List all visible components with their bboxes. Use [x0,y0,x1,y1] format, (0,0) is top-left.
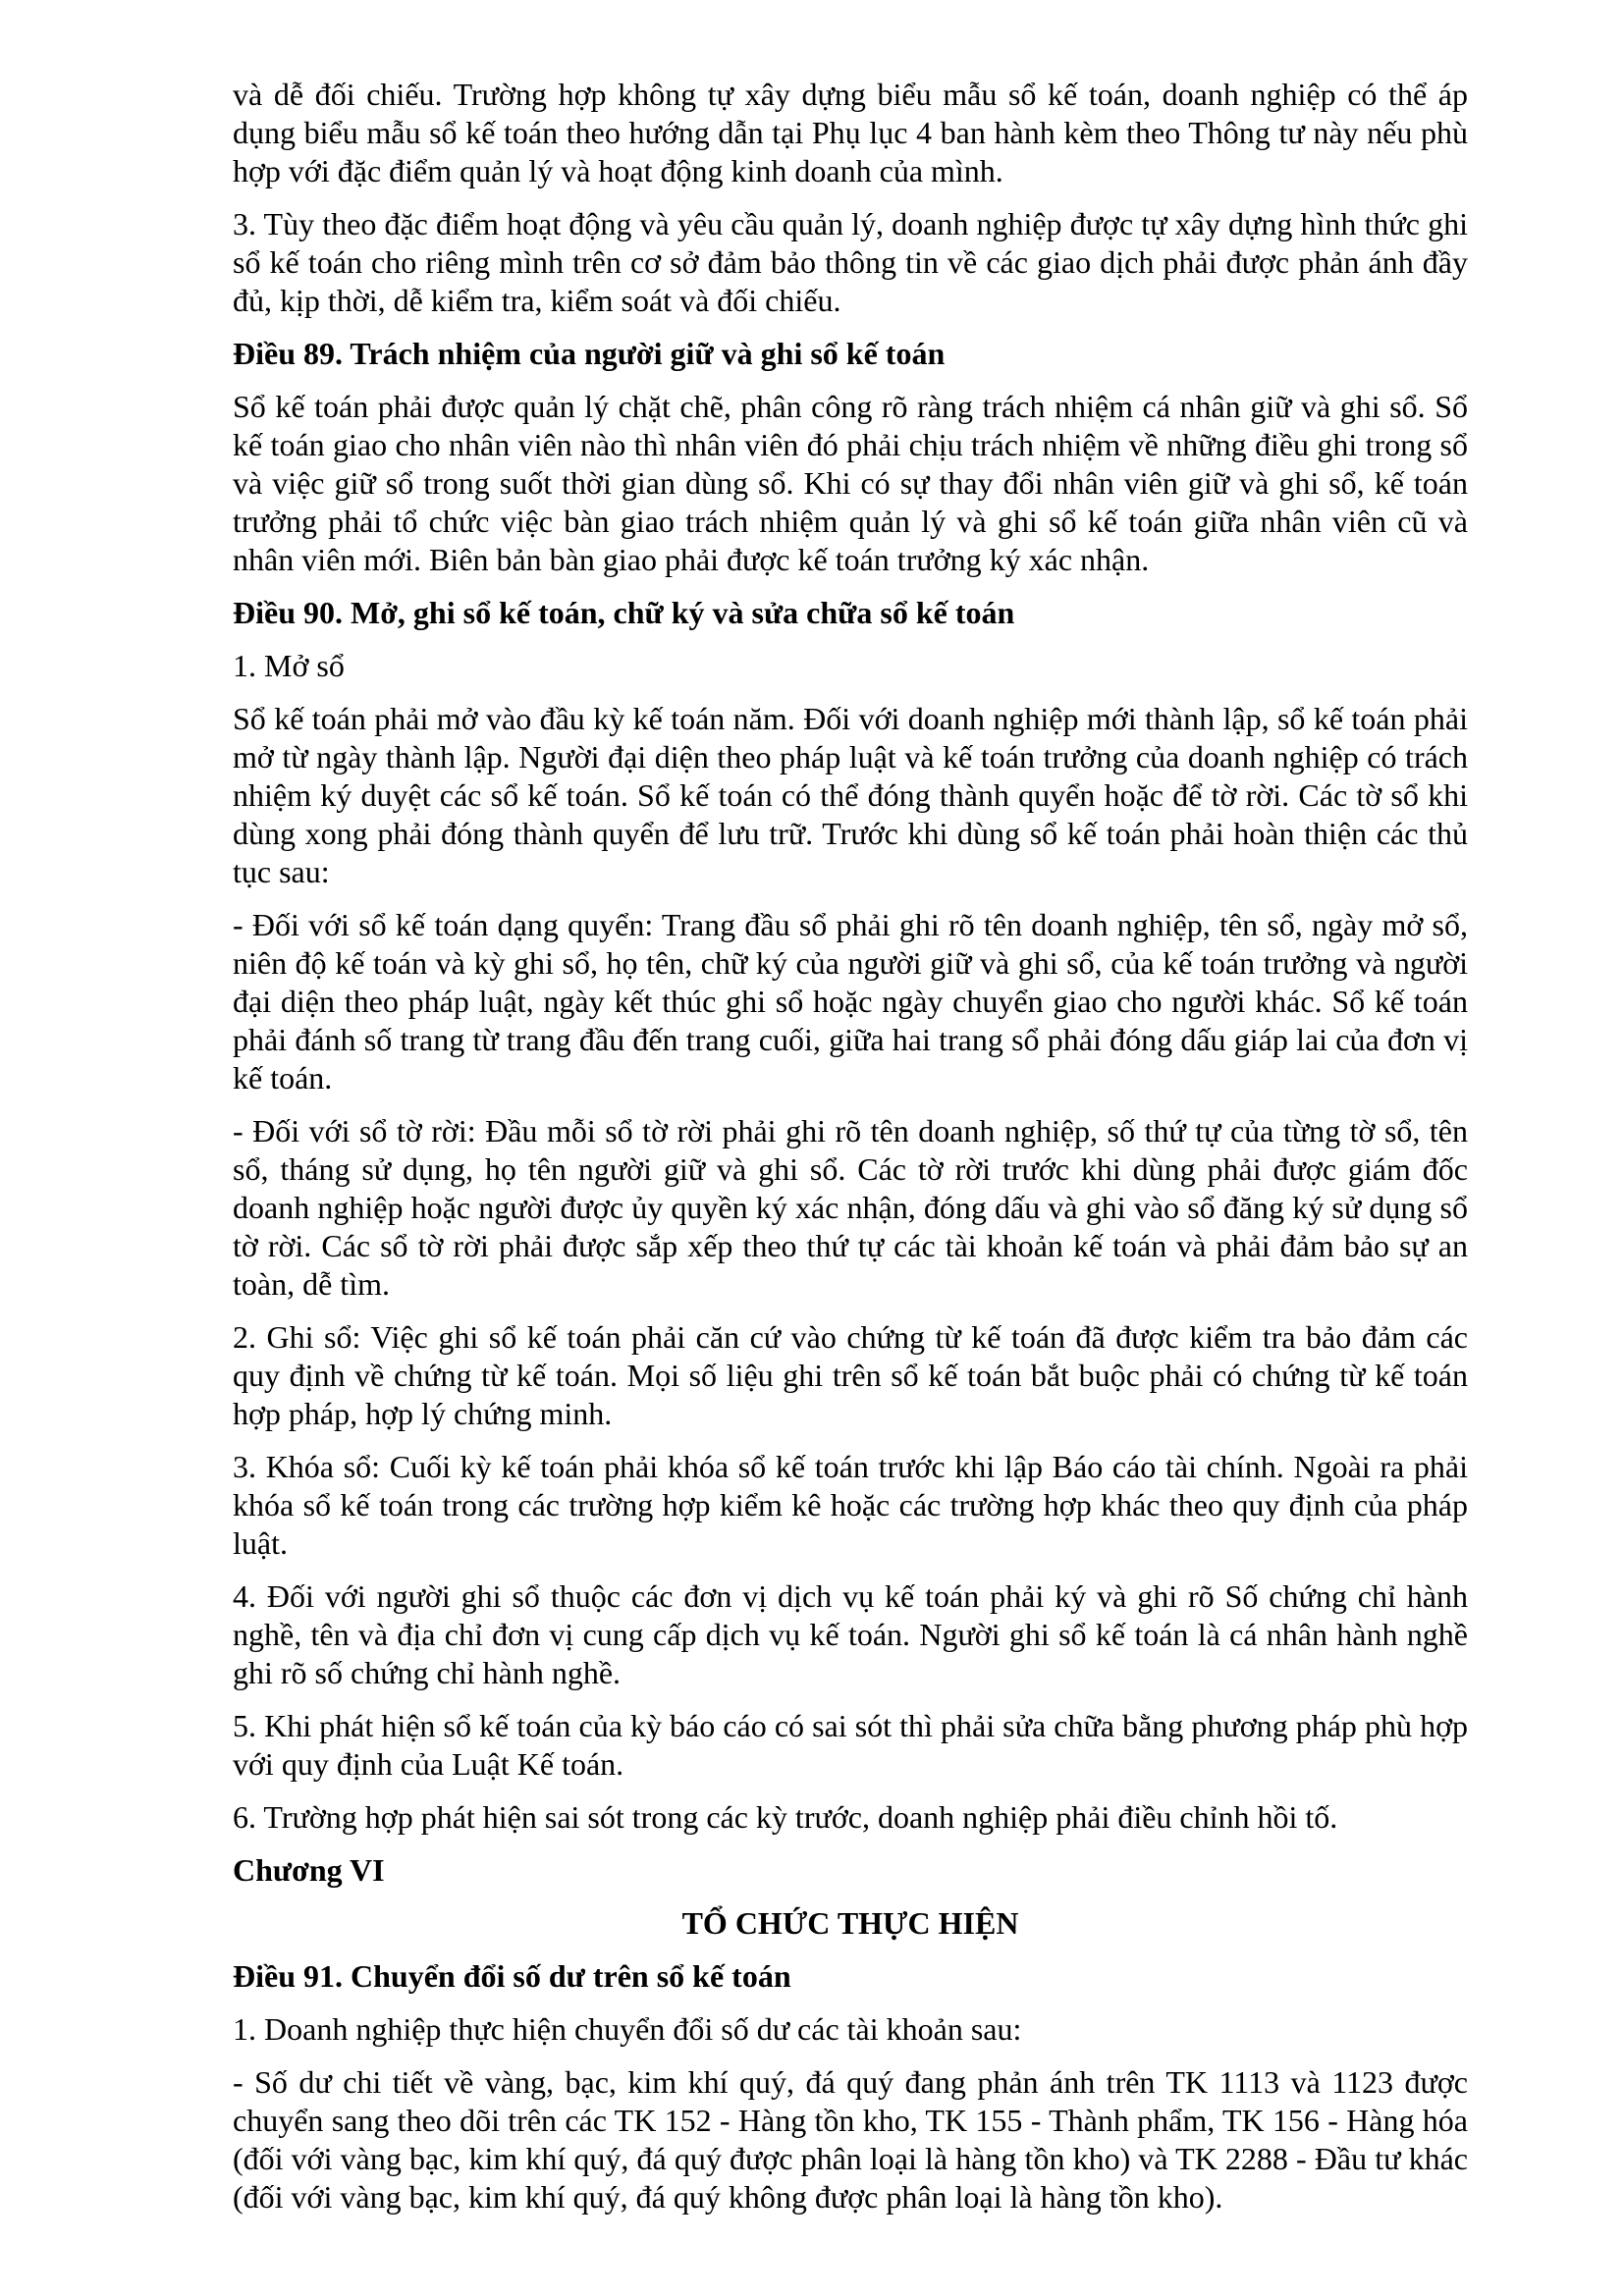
paragraph-item-3-book-forms: 3. Tùy theo đặc điểm hoạt động và yêu cầu quản lý, doanh nghiệp được tự xây dựng hình thức ghi sổ kế toán cho riêng mình trên cơ sở đảm bảo thông tin về các giao dịch phải được phản ánh đầy đủ, kịp thời, dễ kiểm tra, kiểm soát và đối chiếu. [233,206,1468,318]
paragraph-balance-conversion-intro: 1. Doanh nghiệp thực hiện chuyển đổi số dư các tài khoản sau: [233,2011,1022,2047]
paragraph-loose-leaf-books: - Đối với sổ tờ rời: Đầu mỗi sổ tờ rời phải ghi rõ tên doanh nghiệp, số thứ tự của từng tờ sổ, tên sổ, tháng sử dụng, họ tên người giữ và ghi sổ. Các tờ rời trước khi dùng phải được giám đốc doanh nghiệp hoặc người được ủy quyền ký xác nhận, đóng dấu và ghi vào sổ đăng ký sử dụng sổ tờ rời. Các sổ tờ rời phải được sắp xếp theo thứ tự các tài khoản kế toán và phải đảm bảo sự an toàn, dễ tìm. [233,1113,1468,1302]
heading-article-89: Điều 89. Trách nhiệm của người giữ và ghi sổ kế toán [233,336,946,371]
heading-article-90: Điều 90. Mở, ghi sổ kế toán, chữ ký và sửa chữa sổ kế toán [233,595,1015,630]
paragraph-bound-books: - Đối với sổ kế toán dạng quyển: Trang đầu sổ phải ghi rõ tên doanh nghiệp, tên sổ, ngày mở sổ, niên độ kế toán và kỳ ghi sổ, họ tên, chữ ký của người giữ và ghi sổ, của kế toán trưởng và người đại diện theo pháp luật, ngày kết thúc ghi sổ hoặc ngày chuyển giao cho người khác. Sổ kế toán phải đánh số trang từ trang đầu đến trang cuối, giữa hai trang sổ phải đóng dấu giáp lai của đơn vị kế toán. [233,907,1468,1095]
paragraph-recording: 2. Ghi sổ: Việc ghi sổ kế toán phải căn cứ vào chứng từ kế toán đã được kiểm tra bảo đảm các quy định về chứng từ kế toán. Mọi số liệu ghi trên sổ kế toán bắt buộc phải có chứng từ kế toán hợp pháp, hợp lý chứng minh. [233,1319,1468,1431]
paragraph-retrospective-adjustment: 6. Trường hợp phát hiện sai sót trong các kỳ trước, doanh nghiệp phải điều chỉnh hồi tố. [233,1799,1338,1835]
paragraph-open-books-body: Sổ kế toán phải mở vào đầu kỳ kế toán năm. Đối với doanh nghiệp mới thành lập, sổ kế toán phải mở từ ngày thành lập. Người đại diện theo pháp luật và kế toán trưởng của doanh nghiệp có trách nhiệm ký duyệt các sổ kế toán. Sổ kế toán có thể đóng thành quyển hoặc để tờ rời. Các tờ sổ khi dùng xong phải đóng thành quyển để lưu trữ. Trước khi dùng sổ kế toán phải hoàn thiện các thủ tục sau: [233,701,1468,889]
paragraph-service-bookkeepers: 4. Đối với người ghi sổ thuộc các đơn vị dịch vụ kế toán phải ký và ghi rõ Số chứng chỉ hành nghề, tên và địa chỉ đơn vị cung cấp dịch vụ kế toán. Người ghi sổ kế toán là cá nhân hành nghề ghi rõ số chứng chỉ hành nghề. [233,1578,1468,1690]
heading-chapter-6: Chương VI [233,1852,385,1888]
paragraph-closing-books: 3. Khóa sổ: Cuối kỳ kế toán phải khóa sổ kế toán trước khi lập Báo cáo tài chính. Ngoài ra phải khóa sổ kế toán trong các trường hợp kiểm kê hoặc các trường hợp khác theo quy định của pháp luật. [233,1449,1468,1561]
paragraph-intro-continuation: và dễ đối chiếu. Trường hợp không tự xây dựng biểu mẫu sổ kế toán, doanh nghiệp có thể áp dụng biểu mẫu sổ kế toán theo hướng dẫn tại Phụ lục 4 ban hành kèm theo Thông tư này nếu phù hợp với đặc điểm quản lý và hoạt động kinh doanh của mình. [233,77,1468,188]
heading-section-implementation: TỔ CHỨC THỰC HIỆN [681,1905,1019,1941]
paragraph-error-correction: 5. Khi phát hiện sổ kế toán của kỳ báo cáo có sai sót thì phải sửa chữa bằng phương pháp phù hợp với quy định của Luật Kế toán. [233,1708,1468,1782]
paragraph-balance-conversion-detail: - Số dư chi tiết về vàng, bạc, kim khí quý, đá quý đang phản ánh trên TK 1113 và 1123 được chuyển sang theo dõi trên các TK 152 - Hàng tồn kho, TK 155 - Thành phẩm, TK 156 - Hàng hóa (đối với vàng bạc, kim khí quý, đá quý được phân loại là hàng tồn kho) và TK 2288 - Đầu tư khác (đối với vàng bạc, kim khí quý, đá quý không được phân loại là hàng tồn kho). [233,2064,1468,2215]
heading-article-91: Điều 91. Chuyển đổi số dư trên sổ kế toán [233,1958,791,1994]
paragraph-open-books-label: 1. Mở sổ [233,648,345,683]
paragraph-article-89-body: Sổ kế toán phải được quản lý chặt chẽ, phân công rõ ràng trách nhiệm cá nhân giữ và ghi sổ. Sổ kế toán giao cho nhân viên nào thì nhân viên đó phải chịu trách nhiệm về những điều ghi trong sổ và việc giữ sổ trong suốt thời gian dùng sổ. Khi có sự thay đổi nhân viên giữ và ghi sổ, kế toán trưởng phải tổ chức việc bàn giao trách nhiệm quản lý và ghi sổ kế toán giữa nhân viên cũ và nhân viên mới. Biên bản bàn giao phải được kế toán trưởng ký xác nhận. [233,389,1468,577]
